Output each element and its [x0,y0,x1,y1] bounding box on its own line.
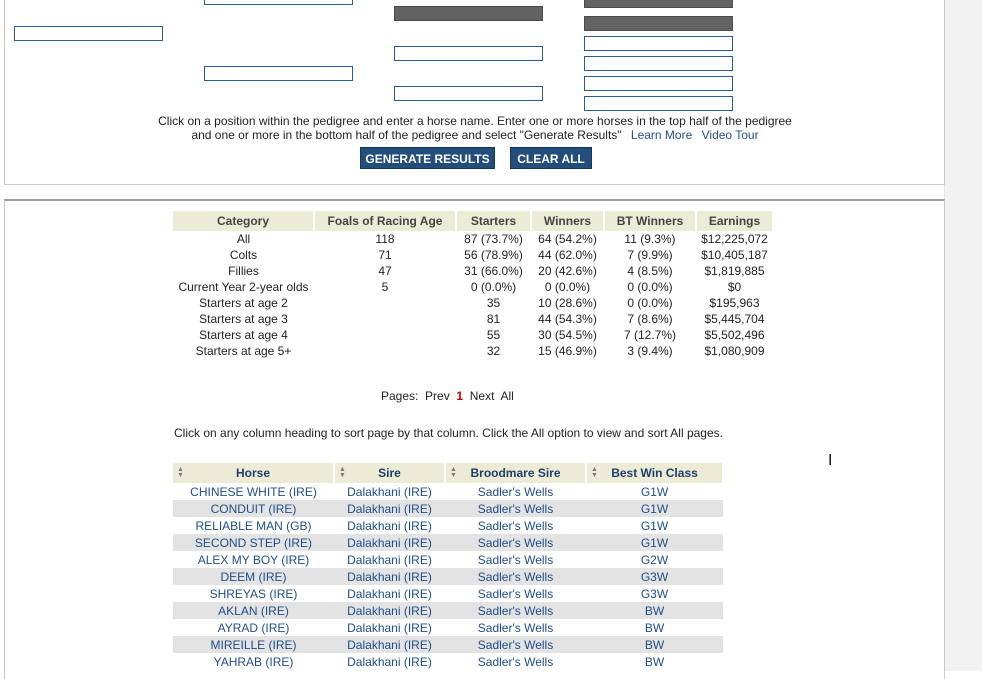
horse-link[interactable]: RELIABLE MAN (GB) [195,518,312,533]
broodmare-sire-link[interactable]: Sadler's Wells [477,620,554,635]
text-cursor-icon: I [828,451,833,469]
sort-arrows-icon: ▲ ▼ [339,466,346,479]
learn-more-link[interactable]: Learn More [630,128,693,142]
stats-row [173,311,773,327]
table-row [173,636,723,653]
horse-link[interactable]: AYRAD (IRE) [217,620,290,635]
statistics-header-row [173,211,773,231]
table-row [173,500,723,517]
stats-cell-category: Colts [229,248,258,262]
table-row [173,534,723,551]
stats-cell-earnings: $5,445,704 [704,312,765,326]
stats-cell-foals: 5 [381,280,389,294]
horse-link[interactable]: SECOND STEP (IRE) [173,534,334,551]
table-row [173,585,723,602]
table-row [173,602,723,619]
stats-cell-earnings: $5,502,496 [704,328,765,342]
stats-cell-earnings: $12,225,072 [701,232,768,246]
broodmare-sire-link[interactable]: Sadler's Wells [445,602,586,619]
pedigree-gen4-field-4[interactable] [584,56,733,71]
sort-arrows-icon: ▲ ▼ [591,466,598,479]
stats-cell-winners: 0 (0.0%) [544,280,591,294]
stats-cell-bt-winners: 11 (9.3%) [624,232,676,246]
sire-link[interactable]: Dalakhani (IRE) [334,636,445,653]
best-win-class: G1W [640,484,669,499]
best-win-class: G1W [586,534,723,551]
horse-link[interactable]: SHREYAS (IRE) [209,586,298,601]
pedigree-gen3-field-1[interactable] [394,6,543,21]
best-win-class: BW [586,636,723,653]
column-header-horse[interactable] [173,463,334,483]
pedigree-gen4-field-1[interactable] [584,0,733,8]
stats-cell-winners: 30 (54.5%) [538,328,597,342]
stats-header-bt-winners: BT Winners [604,211,696,231]
broodmare-sire-link[interactable]: Sadler's Wells [445,500,586,517]
pedigree-instructions [150,114,800,142]
sire-link[interactable]: Dalakhani (IRE) [347,518,432,533]
stats-cell-starters: 55 [486,328,501,342]
broodmare-sire-link[interactable]: Sadler's Wells [477,552,554,567]
stats-cell-bt-winners: 7 (9.9%) [627,248,673,262]
stats-cell-earnings: $0 [727,280,742,294]
sire-link[interactable]: Dalakhani (IRE) [347,552,432,567]
horse-link[interactable]: AKLAN (IRE) [173,602,334,619]
horse-link[interactable]: MIREILLE (IRE) [173,636,334,653]
stats-cell-bt-winners: 7 (8.6%) [627,312,673,326]
stats-cell-winners: 44 (54.3%) [538,312,597,326]
stats-cell-starters: 31 (66.0%) [464,264,523,278]
instructions-line-2-text: and one or more in the bottom half of the pedigree and select "Generate Results" [191,128,622,142]
stats-cell-winners: 15 (46.9%) [538,344,597,358]
pedigree-gen1-field[interactable] [14,26,163,41]
column-header-best-win-class-label: Best Win Class [611,466,698,480]
horse-link[interactable]: YAHRAB (IRE) [213,654,294,669]
horse-link[interactable]: ALEX MY BOY (IRE) [197,552,310,567]
horses-header-row [173,463,723,483]
pagination-prev[interactable]: Prev [425,389,450,403]
stats-cell-winners: 20 (42.6%) [538,264,597,278]
stats-cell-category: Starters at age 4 [199,328,288,342]
stats-row [173,295,773,311]
pagination-next[interactable]: Next [469,389,495,403]
sire-link[interactable]: Dalakhani (IRE) [347,654,432,669]
stats-header-starters: Starters [456,211,531,231]
horse-link[interactable]: CHINESE WHITE (IRE) [190,484,317,499]
stats-cell-earnings: $10,405,187 [701,248,768,262]
column-header-sire[interactable] [334,463,445,483]
pedigree-gen4-field-2[interactable] [584,16,733,31]
stats-cell-winners: 64 (54.2%) [538,232,597,246]
pedigree-gen2-field-top[interactable] [204,0,353,5]
stats-cell-bt-winners: 0 (0.0%) [627,280,673,294]
generate-results-button[interactable]: GENERATE RESULTS [360,147,495,169]
horses-table [173,463,724,670]
table-row [173,483,723,500]
sire-link[interactable]: Dalakhani (IRE) [334,568,445,585]
stats-cell-earnings: $1,080,909 [704,344,765,358]
stats-cell-bt-winners: 3 (9.4%) [627,344,673,358]
pedigree-gen4-field-3[interactable] [584,36,733,51]
stats-cell-category: Starters at age 2 [199,296,288,310]
broodmare-sire-link[interactable]: Sadler's Wells [445,568,586,585]
stats-cell-starters: 56 (78.9%) [464,248,523,262]
stats-cell-foals: 47 [378,264,392,278]
table-row [173,568,723,585]
broodmare-sire-link[interactable]: Sadler's Wells [477,654,554,669]
stats-cell-starters: 35 [486,296,501,310]
column-header-best-win-class[interactable] [586,463,723,483]
stats-cell-foals: 118 [375,232,395,246]
best-win-class: G3W [586,568,723,585]
stats-header-foals: Foals of Racing Age [314,211,456,231]
best-win-class: G1W [586,500,723,517]
best-win-class: G2W [640,552,669,567]
sire-link[interactable]: Dalakhani (IRE) [347,586,432,601]
horse-link[interactable]: DEEM (IRE) [173,568,334,585]
instructions-line-2 [150,128,800,142]
clear-all-button[interactable]: CLEAR ALL [510,147,592,169]
table-row [173,517,723,534]
stats-header-winners: Winners [531,211,604,231]
statistics-table [173,211,774,359]
pagination-current-page[interactable]: 1 [456,389,464,403]
best-win-class: G3W [640,586,669,601]
broodmare-sire-link[interactable]: Sadler's Wells [445,534,586,551]
stats-row [173,327,773,343]
stats-cell-category: All [236,232,251,246]
sort-hint-text: Click on any column heading to sort page by that column. Click the All option to view and sort All pages. [174,426,723,440]
stats-cell-starters: 0 (0.0%) [470,280,517,294]
stats-cell-bt-winners: 7 (12.7%) [623,328,677,342]
stats-row [173,343,773,359]
pedigree-gen4-field-5[interactable] [584,76,733,91]
column-header-broodmare-sire[interactable] [445,463,586,483]
broodmare-sire-link[interactable]: Sadler's Wells [477,484,554,499]
stats-cell-category: Fillies [228,264,259,278]
pedigree-gen2-field-bottom[interactable] [204,66,353,81]
stats-cell-bt-winners: 4 (8.5%) [627,264,673,278]
table-row [173,551,723,568]
broodmare-sire-link[interactable]: Sadler's Wells [445,636,586,653]
stats-row [173,263,773,279]
sire-link[interactable]: Dalakhani (IRE) [334,602,445,619]
stats-header-earnings: Earnings [696,211,773,231]
best-win-class: G1W [640,518,669,533]
sort-arrows-icon: ▲ ▼ [177,466,184,479]
stats-cell-starters: 81 [486,312,501,326]
pedigree-gen3-field-3[interactable] [394,86,543,101]
stats-cell-starters: 32 [486,344,501,358]
sort-arrows-icon: ▲ ▼ [450,466,457,479]
sire-link[interactable]: Dalakhani (IRE) [347,484,432,499]
best-win-class: BW [644,620,665,635]
stats-row [173,247,773,263]
pedigree-gen4-field-6[interactable] [584,96,733,111]
best-win-class: BW [586,602,723,619]
stats-row [173,231,773,247]
stats-cell-winners: 44 (62.0%) [538,248,597,262]
broodmare-sire-link[interactable]: Sadler's Wells [477,586,554,601]
pagination [381,389,514,403]
column-header-horse-label: Horse [235,466,270,480]
stats-cell-winners: 10 (28.6%) [538,296,597,310]
stats-cell-foals [314,311,456,327]
stats-cell-earnings: $195,963 [709,296,760,310]
stats-row [173,279,773,295]
stats-header-category: Category [173,211,314,231]
table-row [173,619,723,636]
stats-cell-earnings: $1,819,885 [704,264,765,278]
stats-cell-foals: 71 [378,248,392,262]
sire-link[interactable]: Dalakhani (IRE) [334,534,445,551]
column-header-broodmare-sire-label: Broodmare Sire [470,466,561,480]
stats-cell-foals [314,295,456,311]
horse-link[interactable]: CONDUIT (IRE) [173,500,334,517]
stats-cell-foals [314,343,456,359]
pagination-label: Pages: [381,389,419,403]
video-tour-link[interactable]: Video Tour [701,128,759,142]
stats-cell-category: Starters at age 5+ [195,344,292,358]
best-win-class: BW [644,654,665,669]
stats-cell-starters: 87 (73.7%) [464,232,523,246]
pedigree-gen3-field-2[interactable] [394,46,543,61]
sire-link[interactable]: Dalakhani (IRE) [347,620,432,635]
column-header-sire-label: Sire [378,466,401,480]
stats-cell-bt-winners: 0 (0.0%) [627,296,673,310]
broodmare-sire-link[interactable]: Sadler's Wells [477,518,554,533]
pagination-all[interactable]: All [500,389,514,403]
stats-cell-foals [314,327,456,343]
sire-link[interactable]: Dalakhani (IRE) [334,500,445,517]
table-row [173,653,723,670]
stats-cell-category: Starters at age 3 [199,312,288,326]
page-scrollbar[interactable] [944,0,982,671]
instructions-line-1: Click on a position within the pedigree and enter a horse name. Enter one or more horses in the top half of the pedigree [158,114,792,128]
stats-cell-category: Current Year 2-year olds [178,280,309,294]
